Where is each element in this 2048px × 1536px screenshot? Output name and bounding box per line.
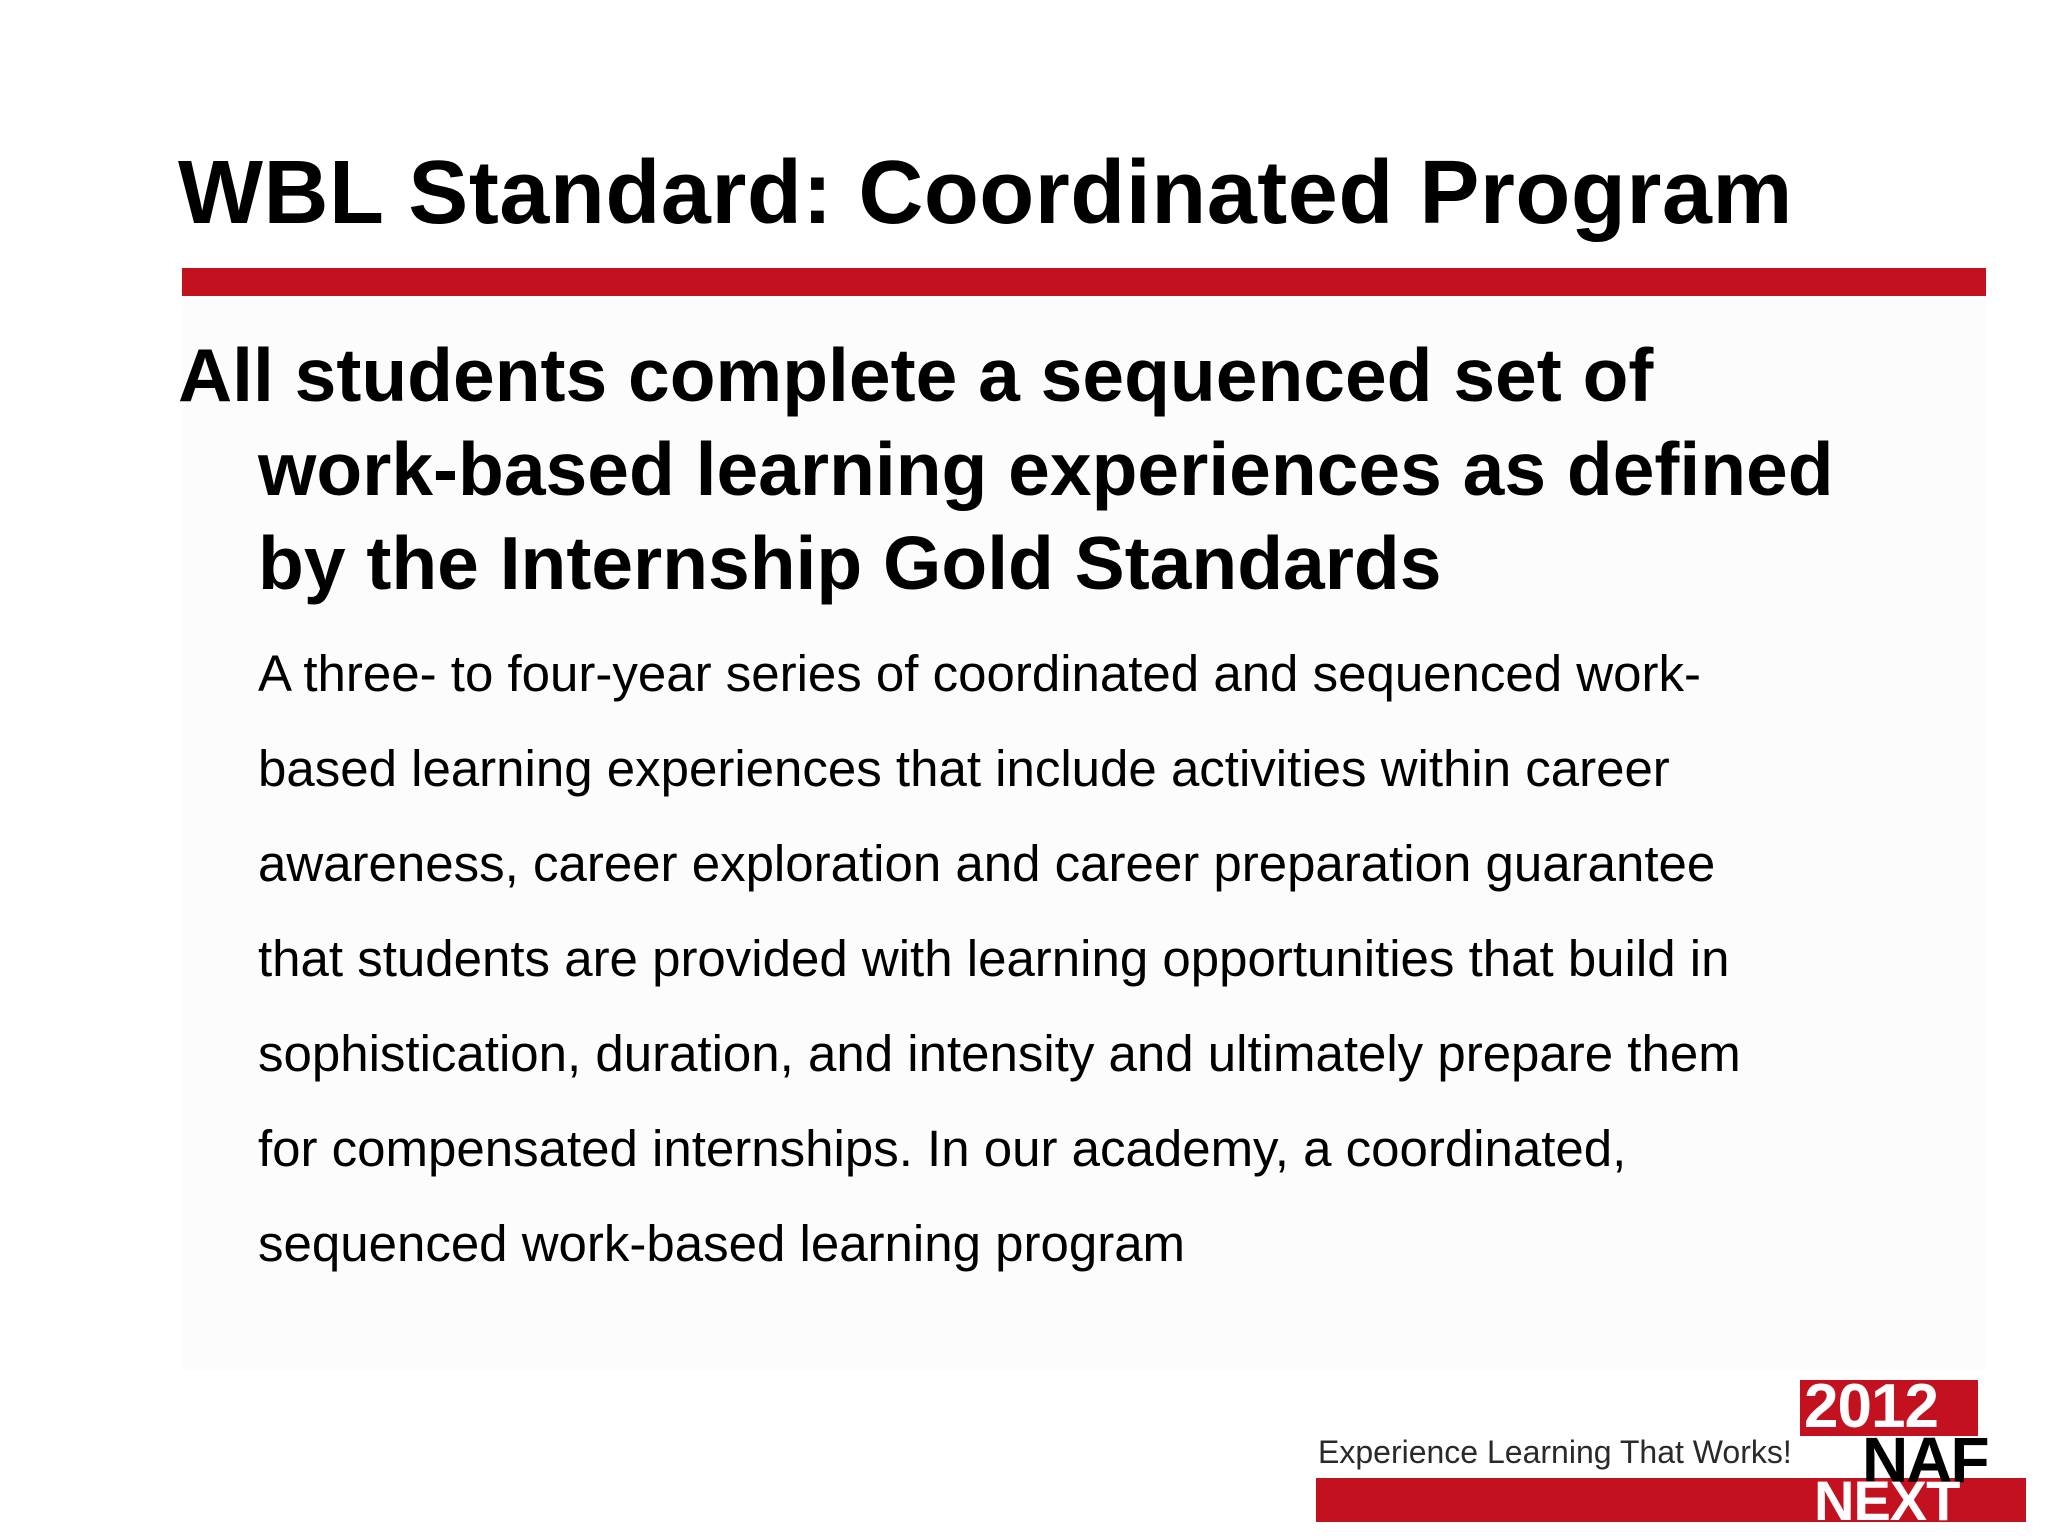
main-point [178,328,1978,610]
logo-naf: NAF [1862,1424,1988,1496]
logo-year: 2012 [1804,1372,1938,1441]
sub-point-line: based learning experiences that include activities within career [258,740,1670,797]
sub-point-line: for compensated internships. In our academy, a coordinated, [258,1120,1627,1177]
sub-point-line: A three- to four-year series of coordinated and sequenced work- [258,645,1701,702]
sub-point-text [258,626,1958,1291]
sub-point-line: awareness, career exploration and career preparation guarantee [258,835,1716,892]
main-point-line: All students complete a sequenced set of [178,333,1654,417]
main-point-line: by the Internship Gold Standards [258,521,1442,605]
footer-tagline: Experience Learning That Works! [1318,1434,1792,1470]
main-point-line: work-based learning experiences as defined [258,427,1834,511]
title-underline [182,268,1986,296]
slide-title: WBL Standard: Coordinated Program [178,143,1793,243]
naf-next-logo [1800,1372,2026,1532]
sub-point-line: sequenced work-based learning program [258,1215,1186,1272]
sub-point-line: that students are provided with learning opportunities that build in [258,930,1730,987]
logo-next: NEXT [1814,1469,1960,1532]
sub-point-line: sophistication, duration, and intensity and ultimately prepare them [258,1025,1741,1082]
